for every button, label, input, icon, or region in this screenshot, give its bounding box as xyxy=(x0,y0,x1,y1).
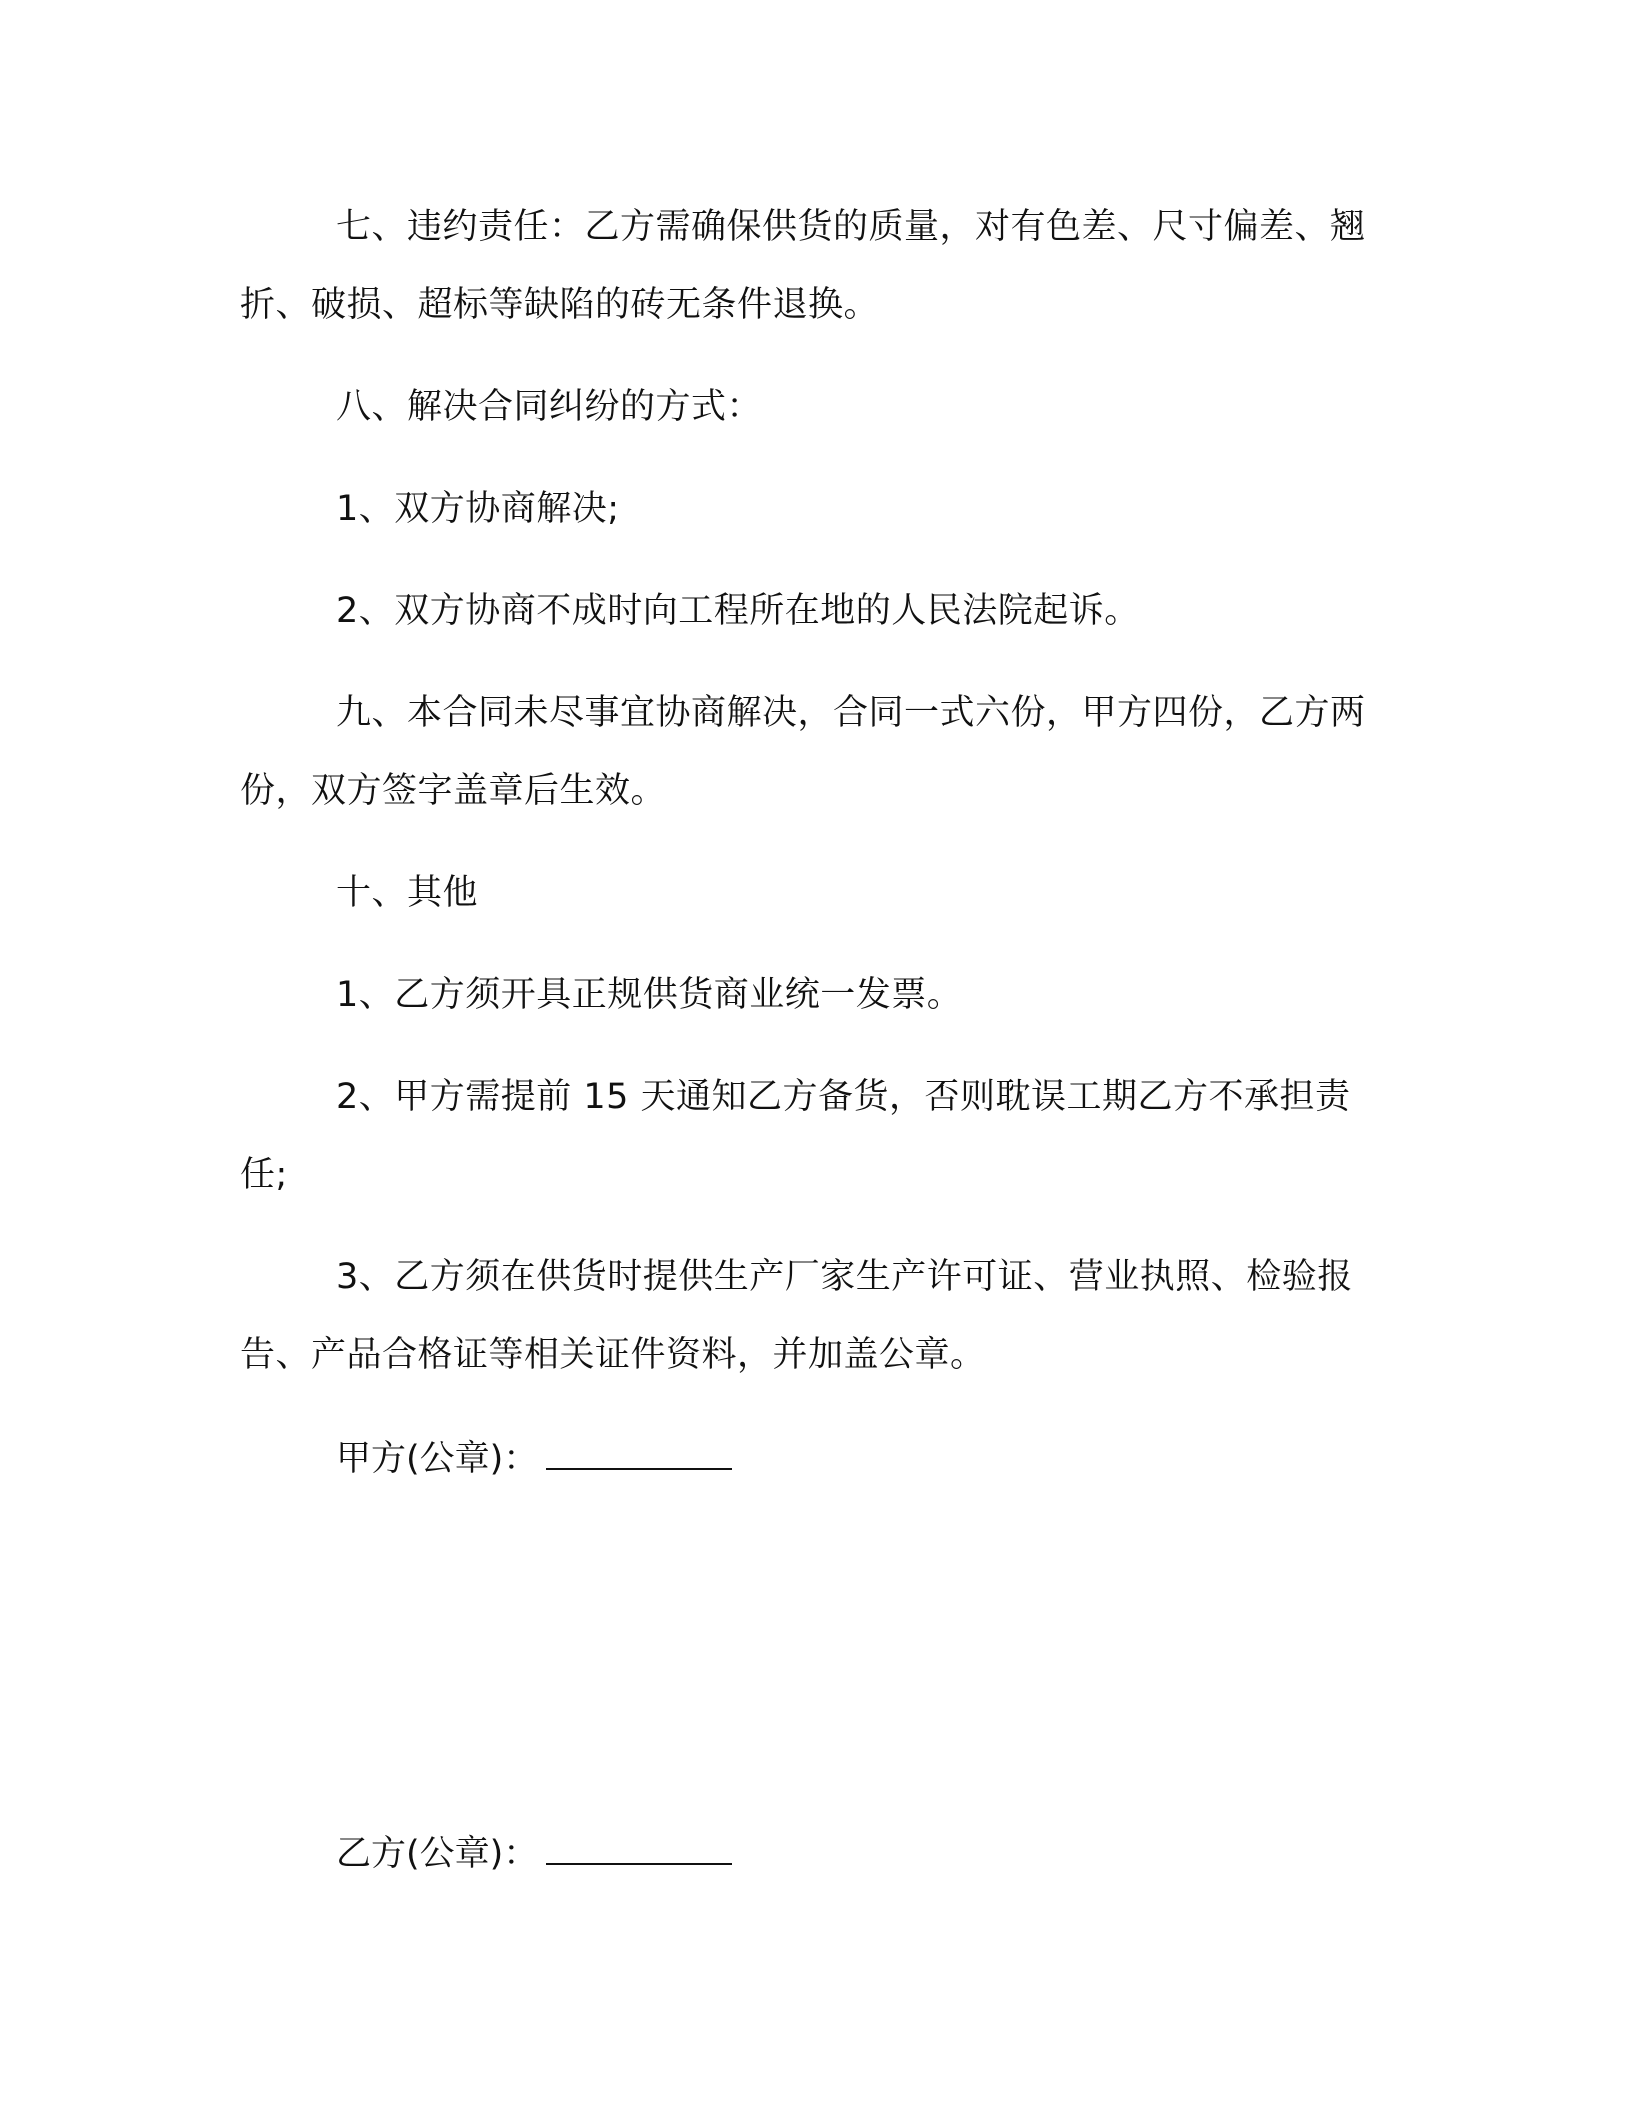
clause-10-item-3: 3、乙方须在供货时提供生产厂家生产许可证、营业执照、检验报告、产品合格证等相关证件资料，并加盖公章。 xyxy=(240,1257,1353,1375)
clause-8-item-1: 1、双方协商解决; xyxy=(336,489,620,529)
signature-party-b xyxy=(336,1815,732,1893)
clause-7-breach-liability: 七、违约责任：乙方需确保供货的质量，对有色差、尺寸偏差、翘折、破损、超标等缺陷的砖无条件退换。 xyxy=(240,207,1366,325)
signature-party-b-label: 乙方(公章)： xyxy=(336,1834,539,1874)
clause-8-dispute-resolution-heading: 八、解决合同纠纷的方式： xyxy=(336,387,763,427)
clause-9-copies-effectiveness: 九、本合同未尽事宜协商解决，合同一式六份，甲方四份，乙方两份，双方签字盖章后生效。 xyxy=(240,693,1366,811)
signature-party-b-blank xyxy=(546,1833,732,1865)
clause-8-item-2: 2、双方协商不成时向工程所在地的人民法院起诉。 xyxy=(336,591,1140,631)
clause-10-other-heading: 十、其他 xyxy=(336,873,479,913)
contract-body xyxy=(240,188,1380,1418)
clause-10-item-2: 2、甲方需提前 15 天通知乙方备货，否则耽误工期乙方不承担责任; xyxy=(240,1077,1351,1195)
signature-party-a-blank xyxy=(546,1438,732,1470)
clause-10-item-1: 1、乙方须开具正规供货商业统一发票。 xyxy=(336,975,963,1015)
signature-party-a xyxy=(336,1420,732,1498)
signature-party-a-label: 甲方(公章)： xyxy=(336,1439,539,1479)
